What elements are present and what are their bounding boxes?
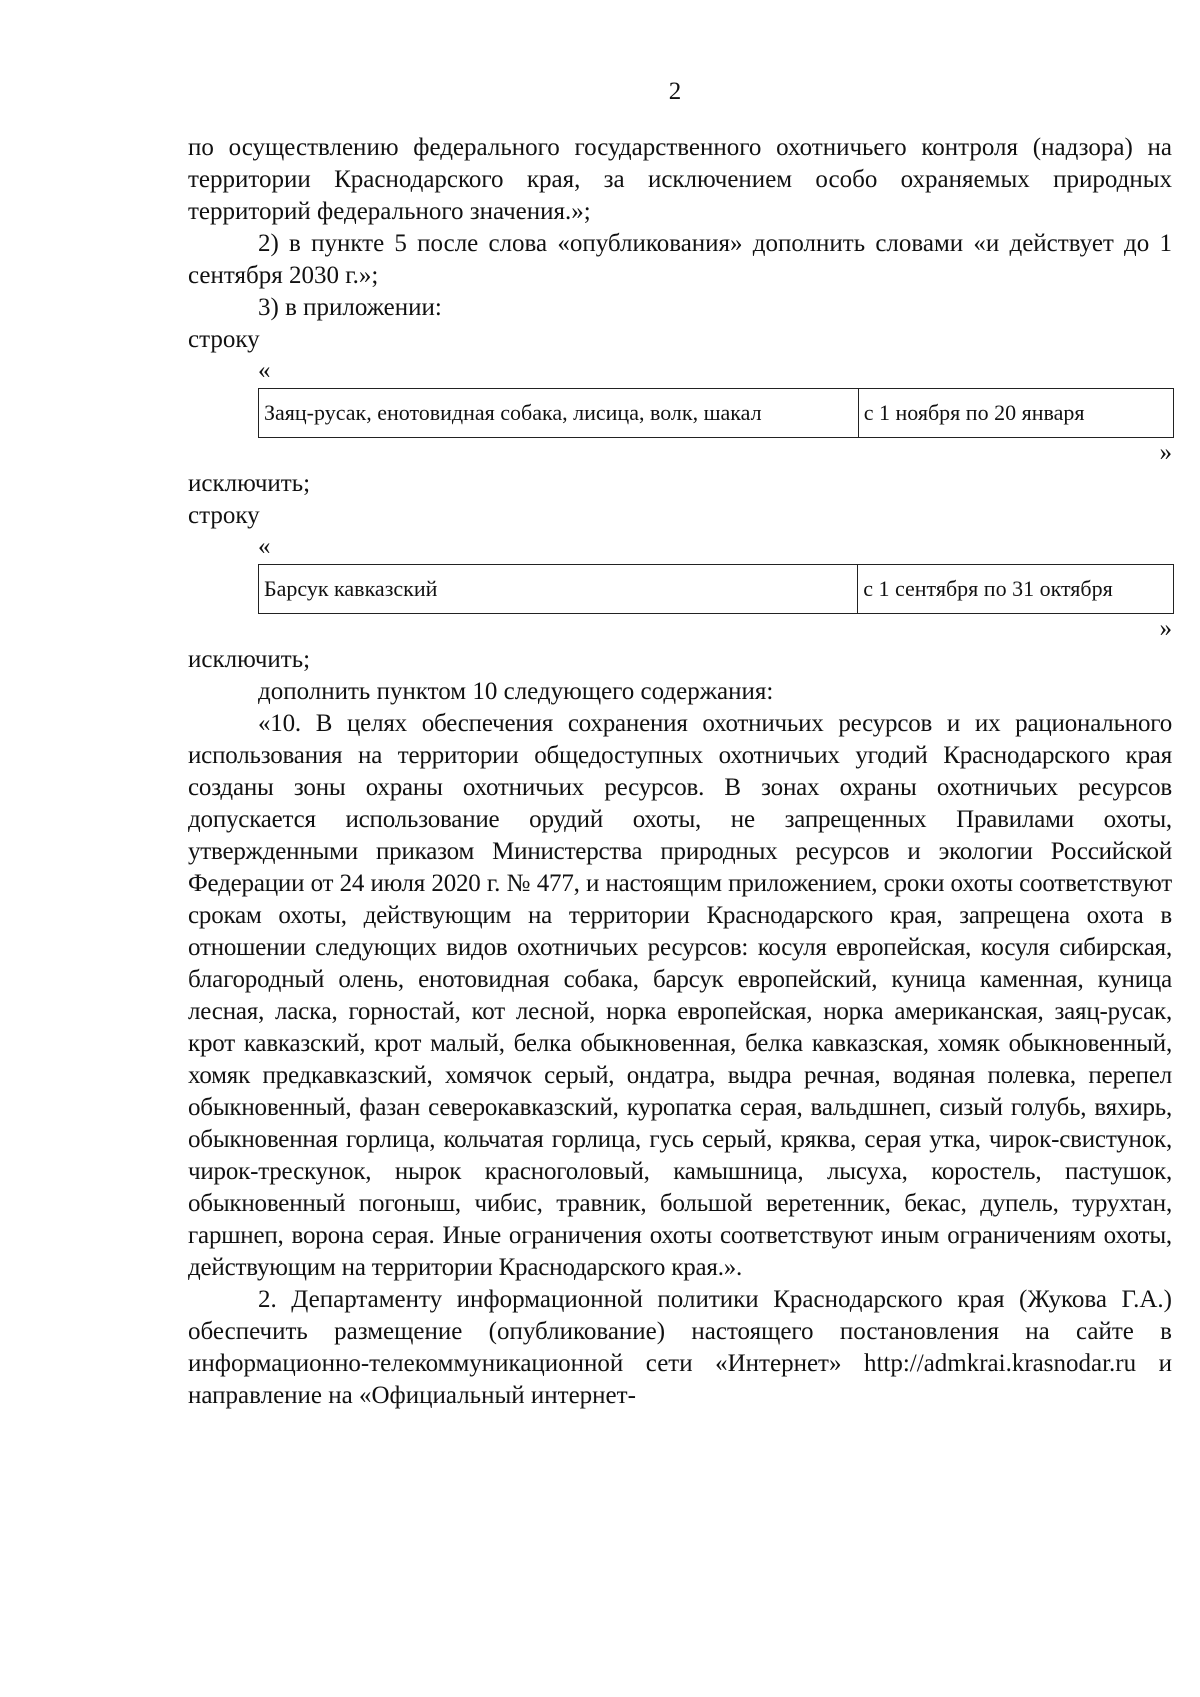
amendment-item-2: 2) в пункте 5 после слова «опубликования» дополнить словами «и действует до 1 сентября 2030 г.»; [188,230,1172,289]
point-10-paragraph: «10. В целях обеспечения сохранения охотничьих ресурсов и их рационального использования на территории общедоступных охотничьих угодий Краснодарского края созданы зоны охраны охотничьих ресурсов. В зонах охраны охотничьих ресурсов допускается использование орудий охоты, не запрещенных Правилами охоты, утвержденными приказом Министерства природных ресурсов и экологии Российской Федерации от 24 июля 2020 г. № 477, и настоящим приложением, сроки охоты соответствуют срокам охоты, действующим на территории Краснодарского края, запрещена охота в отношении следующих видов охотничьих ресурсов: косуля европейская, косуля сибирская, благородный олень, енотовидная собака, барсук европейский, куница каменная, куница лесная, ласка, горностай, кот лесной, норка европейская, норка американская, заяц-русак, крот кавказский, крот малый, белка обыкновенная, белка кавказская, хомяк обыкновенный, хомяк предкавказский, хомячок серый, ондатра, выдра речная, водяная полевка, перепел обыкновенный, фазан северокавказский, куропатка серая, вальдшнеп, сизый голубь, вяхирь, обыкновенная горлица, кольчатая горлица, гусь серый, кряква, серая утка, чирок-свистунок, чирок-трескунок, нырок красноголовый, камышница, лысуха, коростель, пастушок, обыкновенный погоныш, чибис, травник, большой веретенник, бекас, дупель, турухтан, гаршнеп, ворона серая. Иные ограничения охоты соответствуют иным ограничениям охоты, действующим на территории Краснодарского края.». [188,710,1172,1281]
excluded-row-table-1 [258,388,1174,438]
table-row [259,565,1174,614]
period-cell: с 1 сентября по 31 октября [858,565,1174,614]
species-cell: Барсук кавказский [259,565,858,614]
species-cell: Заяц-русак, енотовидная собака, лисица, волк, шакал [259,389,859,438]
intro-paragraph: по осуществлению федерального государственного охотничьего контроля (надзора) на территории Краснодарского края, за исключением особо охраняемых природных территорий федерального значения.»; [188,134,1172,225]
section-2-paragraph: 2. Департаменту информационной политики Краснодарского края (Жукова Г.А.) обеспечить размещение (опубликование) настоящего постановления на сайте в информационно-телекоммуникационной сети «Интернет» http://admkrai.krasnodar.ru и направление на «Официальный интернет- [188,1286,1172,1409]
closing-quote: » [1159,615,1172,642]
period-cell: с 1 ноября по 20 января [858,389,1173,438]
closing-quote: » [1159,439,1172,466]
table-row [259,389,1174,438]
exclude-instruction: исключить; [188,470,311,497]
add-point-instruction: дополнить пунктом 10 следующего содержания: [258,678,774,705]
amendment-item-3: 3) в приложении: [258,294,442,321]
row-word: строку [188,326,260,353]
opening-quote: « [258,357,271,384]
document-body [188,132,1172,1412]
page-number: 2 [668,78,682,105]
exclude-instruction: исключить; [188,646,311,673]
excluded-row-table-2 [258,564,1174,614]
row-word: строку [188,502,260,529]
opening-quote: « [258,533,271,560]
